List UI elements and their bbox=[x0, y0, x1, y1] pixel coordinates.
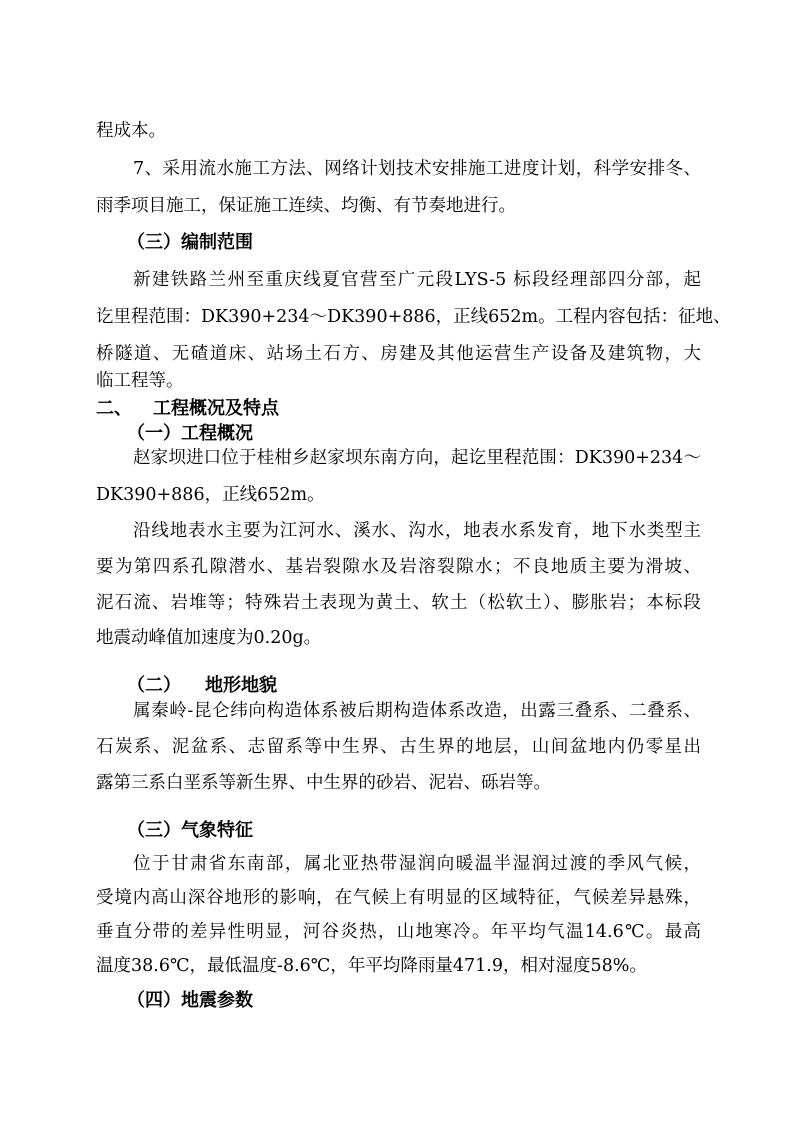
section-heading: （一）工程概况 bbox=[127, 423, 253, 444]
body-line: 赵家坝进口位于桂柑乡赵家坝东南方向，起讫里程范围：DK390+234～ bbox=[133, 448, 701, 468]
body-line: 要为第四系孔隙潜水、基岩裂隙水及岩溶裂隙水；不良地质主要为滑坡、 bbox=[96, 557, 701, 577]
body-line: 新建铁路兰州至重庆线夏官营至广元段LYS-5 标段经理部四分部，起 bbox=[133, 270, 701, 290]
body-line: 临工程等。 bbox=[96, 371, 184, 391]
body-line: 露第三系白垩系等新生界、中生界的砂岩、泥岩、砾岩等。 bbox=[96, 773, 551, 793]
body-line: 桥隧道、无碴道床、站场土石方、房建及其他运营生产设备及建筑物，大 bbox=[96, 344, 701, 364]
body-line: 受境内高山深谷地形的影响，在气候上有明显的区域特征，气候差异悬殊， bbox=[96, 888, 701, 908]
body-line: 石炭系、泥盆系、志留系等中生界、古生界的地层，山间盆地内仍零星出 bbox=[96, 737, 701, 757]
section-heading: （四）地震参数 bbox=[127, 990, 253, 1011]
body-line: 讫里程范围：DK390+234～DK390+886，正线652m。工程内容包括：征地、 bbox=[96, 307, 731, 327]
body-line: 沿线地表水主要为江河水、溪水、沟水，地表水系发育，地下水类型主 bbox=[133, 521, 701, 541]
body-line: 泥石流、岩堆等；特殊岩土表现为黄土、软土（松软土）、膨胀岩；本标段 bbox=[96, 593, 701, 613]
body-line: 垂直分带的差异性明显，河谷炎热，山地寒冷。年平均气温14.6℃。最高 bbox=[96, 922, 701, 942]
section-heading: （三）编制范围 bbox=[127, 232, 253, 253]
section-number: （二） bbox=[127, 675, 181, 696]
chapter-number: 二、 bbox=[96, 398, 132, 419]
body-line: 雨季项目施工，保证施工连续、均衡、有节奏地进行。 bbox=[96, 196, 516, 216]
body-line: 程成本。 bbox=[96, 121, 166, 141]
body-line: DK390+886，正线652m。 bbox=[96, 485, 325, 505]
body-line: 温度38.6℃，最低温度-8.6℃，年平均降雨量471.9，相对湿度58%。 bbox=[96, 956, 647, 976]
body-line: 地震动峰值加速度为0.20g。 bbox=[96, 628, 322, 648]
chapter-heading: 工程概况及特点 bbox=[153, 398, 279, 419]
body-line: 属秦岭-昆仑纬向构造体系被后期构造体系改造，出露三叠系、二叠系、 bbox=[133, 701, 701, 721]
section-heading: 地形地貌 bbox=[205, 675, 277, 696]
section-heading: （三）气象特征 bbox=[127, 820, 253, 841]
body-line: 7、采用流水施工方法、网络计划技术安排施工进度计划，科学安排冬、 bbox=[133, 159, 701, 179]
body-line: 位于甘肃省东南部，属北亚热带湿润向暖温半湿润过渡的季风气候， bbox=[133, 854, 701, 874]
